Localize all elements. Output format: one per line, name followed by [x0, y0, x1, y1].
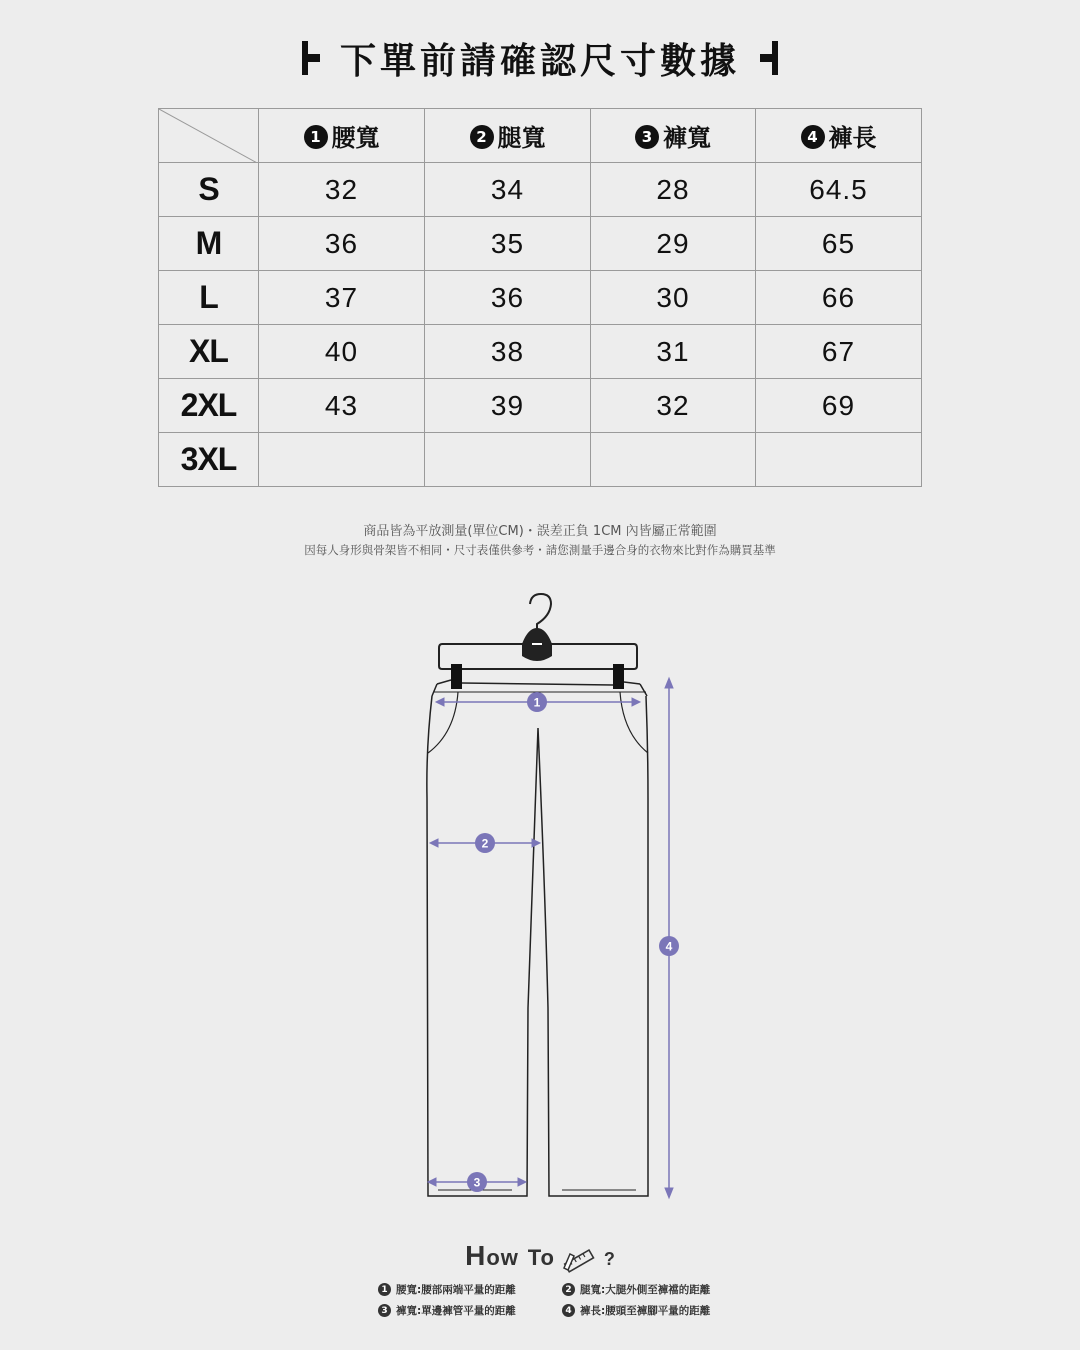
title-text: 下單前請確認尺寸數據: [339, 40, 740, 82]
table-row: [159, 379, 922, 433]
table-cell: 36: [259, 217, 425, 271]
table-cell: 37: [259, 271, 425, 325]
table-cell: 32: [591, 379, 756, 433]
marker-3-icon: 3: [635, 125, 659, 149]
howto-h: H: [465, 1240, 487, 1271]
table-cell: 64.5: [756, 163, 922, 217]
table-cell: 43: [259, 379, 425, 433]
table-cell: 40: [259, 325, 425, 379]
pants-waistband: [437, 680, 640, 685]
legend-marker-2-icon: 2: [562, 1283, 575, 1296]
header-label: 褲長: [828, 124, 877, 152]
table-cell: 30: [591, 271, 756, 325]
note-line-2: 因每人身形與骨架皆不相同・尺寸表僅供參考・請您測量手邊合身的衣物來比對作為購買基準: [304, 543, 776, 557]
diagonal-line: [159, 109, 259, 163]
legend: [378, 1282, 738, 1318]
pants-diagram: [410, 588, 690, 1208]
table-cell: 36: [425, 271, 591, 325]
size-label: XL: [159, 325, 259, 379]
legend-item: [378, 1282, 548, 1297]
size-label: 3XL: [159, 433, 259, 487]
page-title: [0, 30, 1080, 86]
bracket-left-icon: [302, 41, 322, 75]
svg-text:1: 1: [533, 695, 541, 710]
svg-text:2: 2: [481, 836, 489, 851]
table-cell: 38: [425, 325, 591, 379]
table-cell: 69: [756, 379, 922, 433]
svg-text:4: 4: [665, 939, 673, 954]
table-row: [159, 217, 922, 271]
legend-item: [562, 1303, 742, 1318]
header-label: 腰寬: [331, 124, 380, 152]
header-waist: [259, 109, 425, 163]
table-cell: 31: [591, 325, 756, 379]
svg-text:3: 3: [473, 1175, 481, 1190]
marker-4-icon: 4: [801, 125, 825, 149]
size-label: L: [159, 271, 259, 325]
legend-text: 腰寬:腰部兩端平量的距離: [396, 1284, 516, 1296]
howto-ow: ow: [486, 1245, 519, 1270]
howto-text: [465, 1240, 555, 1271]
howto-to: To: [527, 1245, 555, 1270]
header-label: 腿寬: [497, 124, 546, 152]
howto-heading: [0, 1240, 1080, 1274]
size-label: M: [159, 217, 259, 271]
hanger-clip-right: [613, 664, 624, 689]
legend-text: 褲寬:單邊褲管平量的距離: [396, 1305, 516, 1317]
table-row: [159, 271, 922, 325]
size-label: 2XL: [159, 379, 259, 433]
table-cell: 39: [425, 379, 591, 433]
header-leg-opening: [591, 109, 756, 163]
legend-text: 腿寬:大腿外側至褲襠的距離: [580, 1284, 711, 1296]
size-label: S: [159, 163, 259, 217]
table-cell: [756, 433, 922, 487]
ruler-pencil-icon: [561, 1248, 595, 1274]
howto-question: ?: [603, 1249, 615, 1269]
table-cell: 67: [756, 325, 922, 379]
table-row: [159, 433, 922, 487]
hanger-clip-left: [451, 664, 462, 689]
table-cell: 32: [259, 163, 425, 217]
legend-marker-1-icon: 1: [378, 1283, 391, 1296]
table-row: [159, 163, 922, 217]
header-label: 褲寬: [663, 124, 711, 152]
table-cell: 29: [591, 217, 756, 271]
marker-1-icon: 1: [304, 125, 328, 149]
table-cell: [425, 433, 591, 487]
table-cell: 35: [425, 217, 591, 271]
table-cell: 65: [756, 217, 922, 271]
pants-outline: [427, 696, 648, 1196]
table-cell: 34: [425, 163, 591, 217]
legend-marker-3-icon: 3: [378, 1304, 391, 1317]
legend-text: 褲長:腰頭至褲腳平量的距離: [580, 1305, 711, 1317]
marker-2-icon: 2: [470, 125, 494, 149]
bracket-right-icon: [758, 41, 778, 75]
header-thigh: [425, 109, 591, 163]
table-cell: [259, 433, 425, 487]
corner-cell: [159, 109, 259, 163]
legend-item: [378, 1303, 548, 1318]
table-row: [159, 325, 922, 379]
table-cell: [591, 433, 756, 487]
note-line-1: 商品皆為平放測量(單位CM)・誤差正負 1CM 內皆屬正常範圍: [363, 524, 717, 539]
table-cell: 66: [756, 271, 922, 325]
size-table: [158, 108, 922, 487]
legend-marker-4-icon: 4: [562, 1304, 575, 1317]
header-length: [756, 109, 922, 163]
legend-item: [562, 1282, 742, 1297]
table-cell: 28: [591, 163, 756, 217]
header-row: [159, 109, 922, 163]
